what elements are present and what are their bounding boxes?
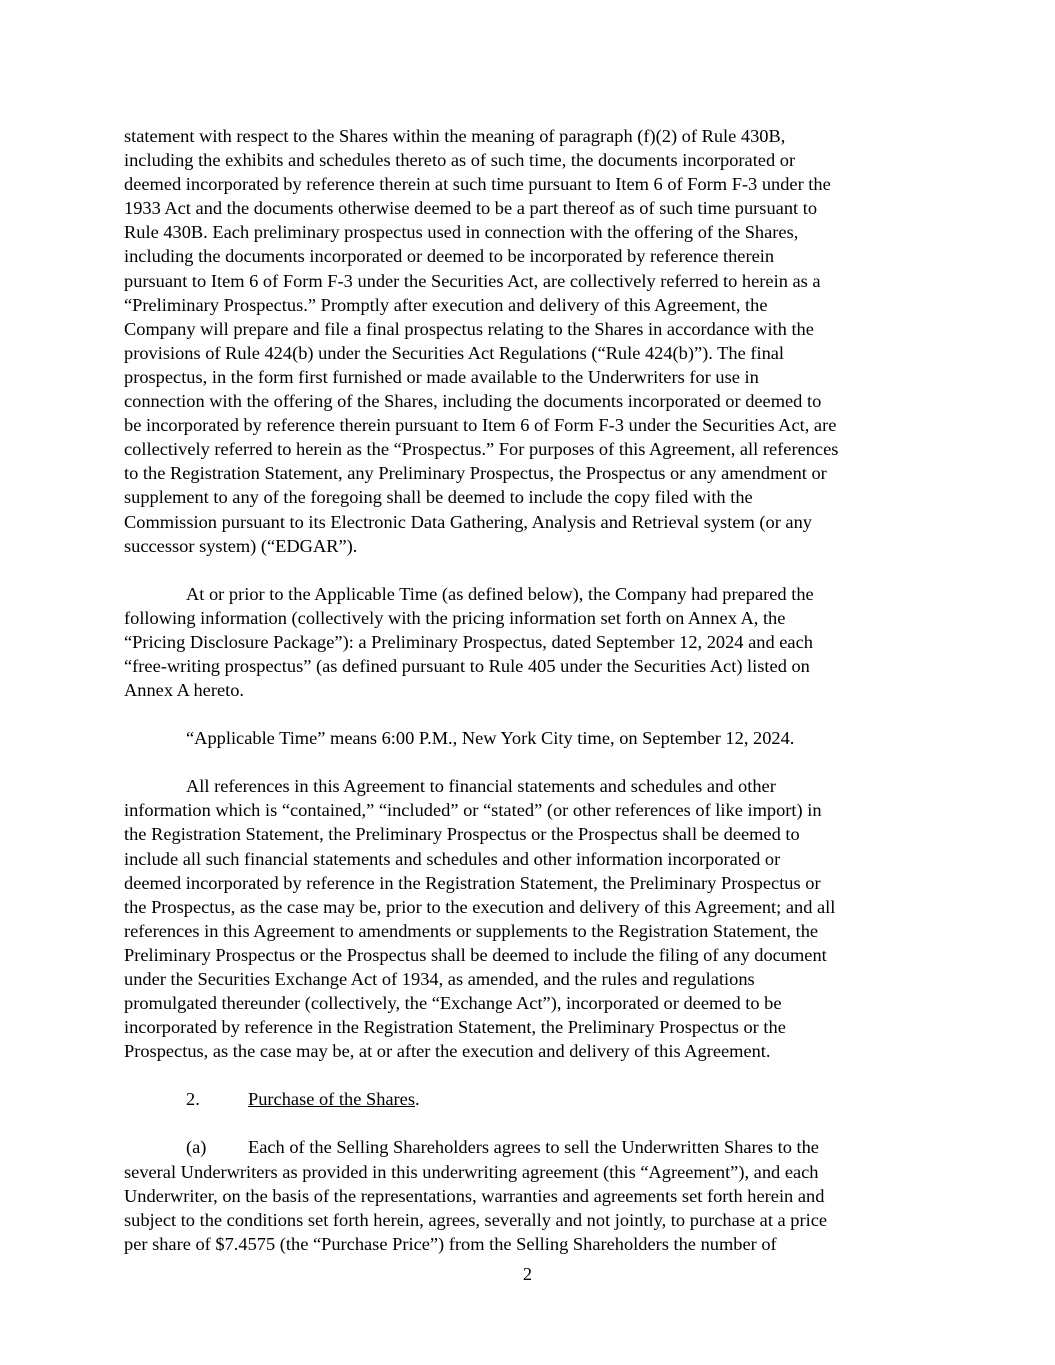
text-line: All references in this Agreement to financial statements and schedules and other [186, 776, 776, 797]
text-line: including the exhibits and schedules thereto as of such time, the documents incorporated or [124, 150, 796, 171]
text-line: deemed incorporated by reference in the Registration Statement, the Preliminary Prospectus or [124, 872, 821, 893]
text-line: information which is “contained,” “included” or “stated” (or other references of like import) in [124, 800, 822, 821]
text-line: subject to the conditions set forth herein, agrees, severally and not jointly, to purchase at a price [124, 1209, 828, 1230]
paragraph-spacer [124, 750, 939, 774]
text-line: references in this Agreement to amendments or supplements to the Registration Statement, the [124, 920, 819, 941]
text-line: the Prospectus, as the case may be, prior to the execution and delivery of this Agreement; and all [124, 896, 836, 917]
paragraph-applicable-time [124, 726, 939, 750]
text-line: several Underwriters as provided in this underwriting agreement (this “Agreement”), and each [124, 1161, 819, 1182]
section-heading-purchase [124, 1087, 939, 1111]
text-line: Preliminary Prospectus or the Prospectus shall be deemed to include the filing of any document [124, 944, 827, 965]
text-line: Underwriter, on the basis of the representations, warranties and agreements set forth herein and [124, 1185, 825, 1206]
text-line: incorporated by reference in the Registration Statement, the Preliminary Prospectus or the [124, 1017, 786, 1038]
text-line: deemed incorporated by reference therein at such time pursuant to Item 6 of Form F-3 under the [124, 174, 831, 195]
text-line: At or prior to the Applicable Time (as defined below), the Company had prepared the [186, 583, 814, 604]
text-line: provisions of Rule 424(b) under the Securities Act Regulations (“Rule 424(b)”). The final [124, 342, 785, 363]
text-line [124, 1135, 939, 1159]
text-line: supplement to any of the foregoing shall be deemed to include the copy filed with the [124, 487, 753, 508]
paragraph-spacer [124, 1063, 939, 1087]
section-heading-line [124, 1087, 939, 1111]
paragraph-registration-statement [124, 124, 939, 558]
text-line: “free-writing prospectus” (as defined pursuant to Rule 405 under the Securities Act) listed on [124, 655, 810, 676]
text-line: per share of $7.4575 (the “Purchase Price”) from the Selling Shareholders the number of [124, 1233, 777, 1254]
document-page [124, 124, 939, 1256]
text-line: including the documents incorporated or deemed to be incorporated by reference therein [124, 246, 775, 267]
text-line: “Pricing Disclosure Package”): a Preliminary Prospectus, dated September 12, 2024 and each [124, 631, 813, 652]
text-line: the Registration Statement, the Preliminary Prospectus or the Prospectus shall be deemed to [124, 824, 800, 845]
text-line: Rule 430B. Each preliminary prospectus used in connection with the offering of the Shares, [124, 222, 799, 243]
text-line: following information (collectively with the pricing information set forth on Annex A, the [124, 607, 786, 628]
clause-first-line: Each of the Selling Shareholders agrees to sell the Underwritten Shares to the [248, 1137, 819, 1158]
text-line: pursuant to Item 6 of Form F-3 under the Securities Act, are collectively referred to herein as a [124, 270, 821, 291]
text-line: “Preliminary Prospectus.” Promptly after execution and delivery of this Agreement, the [124, 294, 768, 315]
text-line: prospectus, in the form first furnished or made available to the Underwriters for use in [124, 366, 759, 387]
text-line: under the Securities Exchange Act of 1934, as amended, and the rules and regulations [124, 969, 755, 989]
text-line: Prospectus, as the case may be, at or after the execution and delivery of this Agreement. [124, 1041, 771, 1062]
text-line: Annex A hereto. [124, 680, 245, 701]
clause-marker: (a) [186, 1137, 207, 1158]
section-number: 2. [186, 1089, 200, 1110]
paragraph-references [124, 774, 939, 1063]
text-line: Company will prepare and file a final prospectus relating to the Shares in accordance with the [124, 318, 814, 339]
paragraph-spacer [124, 702, 939, 726]
section-title: Purchase of the Shares [248, 1089, 415, 1110]
text-line: connection with the offering of the Shares, including the documents incorporated or deemed to [124, 391, 822, 412]
text-line: “Applicable Time” means 6:00 P.M., New York City time, on September 12, 2024. [186, 728, 795, 749]
text-line: 1933 Act and the documents otherwise deemed to be a part thereof as of such time pursuant to [124, 198, 818, 219]
paragraph-spacer [124, 1111, 939, 1135]
text-line: successor system) (“EDGAR”). [124, 535, 358, 556]
text-line: promulgated thereunder (collectively, the “Exchange Act”), incorporated or deemed to be [124, 993, 782, 1014]
text-line: be incorporated by reference therein pursuant to Item 6 of Form F-3 under the Securities Act, are [124, 415, 837, 436]
page-number: 2 [522, 1264, 533, 1284]
section-title-period: . [415, 1089, 420, 1110]
text-line: to the Registration Statement, any Preliminary Prospectus, the Prospectus or any amendment or [124, 463, 827, 484]
paragraph-purchase-a [124, 1135, 939, 1255]
text-line: include all such financial statements and schedules and other information incorporated or [124, 848, 781, 869]
text-line: statement with respect to the Shares within the meaning of paragraph (f)(2) of Rule 430B, [124, 126, 786, 146]
paragraph-spacer [124, 558, 939, 582]
text-line: Commission pursuant to its Electronic Data Gathering, Analysis and Retrieval system (or any [124, 511, 812, 532]
text-line: collectively referred to herein as the “Prospectus.” For purposes of this Agreement, all references [124, 439, 839, 460]
paragraph-pricing-disclosure [124, 582, 939, 702]
